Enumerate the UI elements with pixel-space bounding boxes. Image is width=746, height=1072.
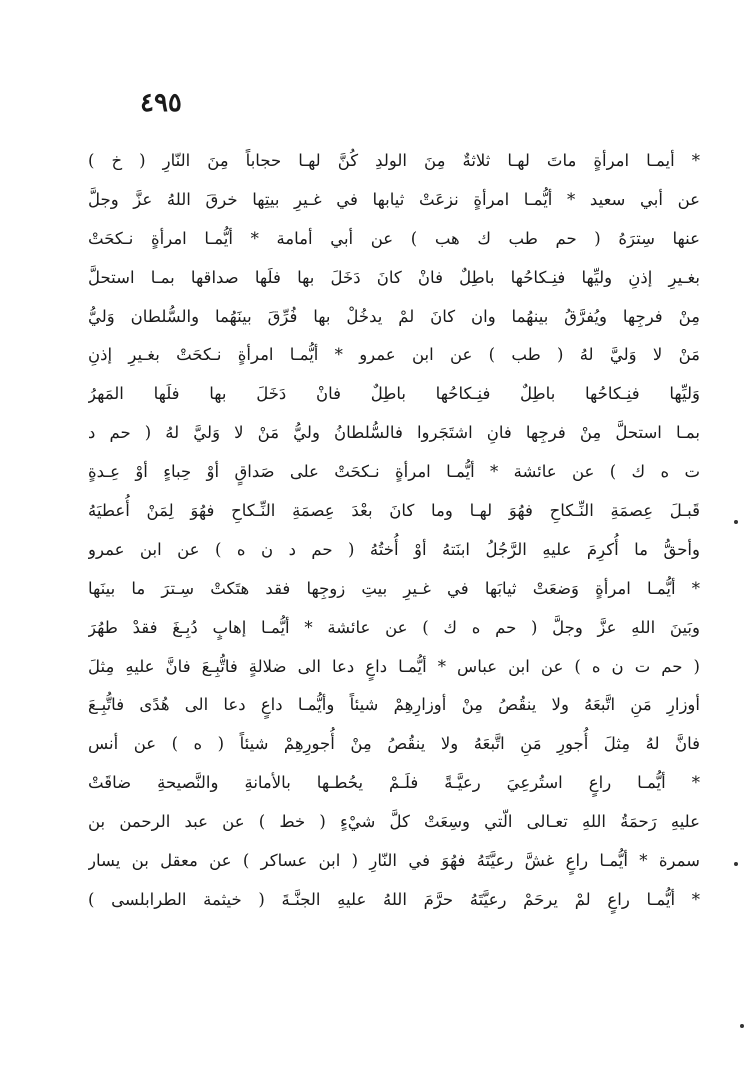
- text-line: سمرة * أيُّمـا راعٍ غشَّ رعيَّتَهُ فهُوَ في النّارِ ( ابن عساكر ) عن معقل بن يسار: [88, 851, 700, 871]
- page-number: ٤٩٥: [140, 88, 182, 118]
- margin-mark: [734, 862, 738, 866]
- text-line: قَبـلَ عِصمَةِ النِّـكاحِ فهُوَ لهـا وما كانَ بعْدَ عِصمَةِ النِّـكاحِ فهُوَ لِمَنْ أُعطيَهُ: [88, 501, 700, 521]
- text-line: * أيُّمـا راعٍ لمْ يرحَمْ رعيَّتَهُ حرَّمَ اللهُ عليهِ الجنَّـةَ ( خيثمة الطرابلسى ): [88, 889, 700, 909]
- text-line: ت ه ك ) عن عائشة * أيُّمـا امرأةٍ نـكحَتْ على صَداقٍ أوْ حِباءٍ أوْ عِـدةٍ: [88, 462, 700, 482]
- text-line: عنها سِترَهُ ( حم طب ك هب ) عن أبي أمامة * أيُّمـا امرأةٍ نـكحَتْ: [88, 228, 700, 248]
- text-line: بمـا استحلَّ مِنْ فرجِها فانِ اشتَجَروا فالسُّلطانُ وليُّ مَنْ لا وَليَّ لهُ ( حم د: [88, 423, 700, 443]
- text-line: وبَينَ اللهِ عزَّ وجلَّ ( حم ه ك ) عن عائشة * أيُّمـا إهابٍ دُبِـغَ فقدْ طهُرَ: [88, 617, 700, 637]
- text-line: أوزارِ مَنِ اتَّبعَهُ ولا ينقُصُ مِنْ أوزارِهِمْ شيئاً وأيُّمـا داعٍ دعا الى هُدًى فاتُّبِـعَ: [88, 695, 700, 715]
- text-line: مِنْ فرجِها ويُفرَّقُ بينهُما وان كانَ لمْ يدخُلْ بها فُرِّقَ بينَهُما والسُّلطان وَليُّ: [88, 306, 700, 326]
- hadith-text-block: [88, 142, 700, 920]
- text-line: ( حم ت ن ه ) عن ابن عباس * أيُّمـا داعٍ دعا الى ضلالةٍ فاتُّبِـعَ فانَّ عليهِ مِثلَ: [88, 656, 700, 676]
- text-line: عليهِ رَحمَةُ اللهِ تعـالى الّتي وسِعَتْ كلَّ شيْءٍ ( خط ) عن عبد الرحمن بن: [88, 812, 700, 832]
- text-line: * أيُّمـا راعٍ استُرعِيَ رعيَّـةً فلَـمْ يحُطـها بالأمانةِ والنَّصيحةِ ضاقَتْ: [88, 773, 700, 793]
- text-line: وَليِّها فنِـكاحُها باطِلٌ فنِـكاحُها باطِلٌ فانْ دَخَلَ بها فلَها المَهرُ: [88, 384, 700, 404]
- margin-mark: [734, 520, 738, 524]
- text-line: وأحقُّ ما أُكرِمَ عليهِ الرَّجُلُ ابنَتهُ أوْ أُختُهُ ( حم د ن ه ) عن ابن عمرو: [88, 539, 700, 559]
- text-line: عن أبي سعيد * أيُّمـا امرأةٍ نزعَتْ ثيابها في غـيرِ بيتِها خرقَ اللهُ عزَّ وجلَّ: [88, 189, 700, 209]
- text-line: * أيُّمـا امرأةٍ وَضعَتْ ثيابَها في غـيرِ بيتِ زوجِها فقد هتَكتْ سِـترَ ما بينَها: [88, 578, 700, 598]
- text-line: بغـيرِ إذنِ وليِّها فنِـكاحُها باطِلٌ فانْ كانَ دَخَلَ بها فلَها صداقها بمـا استحلَّ: [88, 267, 700, 287]
- text-line: مَنْ لا وَليَّ لهُ ( طب ) عن ابن عمرو * أيُّمـا امرأةٍ نـكحَتْ بغـيرِ إذنِ: [88, 345, 700, 365]
- text-line: * أيمـا امرأةٍ ماتَ لهـا ثلاثةٌ مِنَ الولدِ كُنَّ لهـا حجاباً مِنَ النّارِ ( خ ): [88, 151, 700, 170]
- text-line: فانَّ لهُ مِثلَ أُجورِ مَنِ اتَّبعَهُ ولا ينقُصُ مِنْ أُجورِهِمْ شيئاً ( ه ) عن أنس: [88, 734, 700, 754]
- margin-mark: [740, 1024, 744, 1028]
